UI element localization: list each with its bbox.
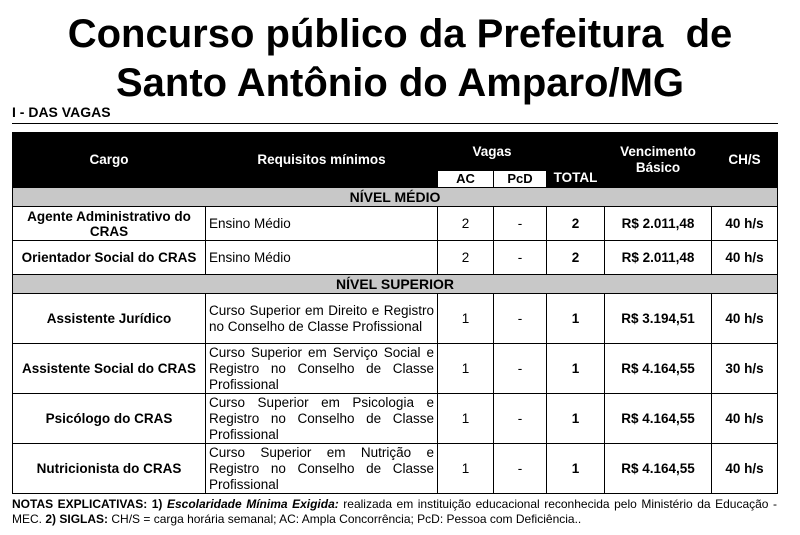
table-row (13, 241, 778, 275)
cell-chs: 40 h/s (712, 207, 778, 241)
cell-total: 2 (547, 241, 605, 275)
cell-total: 2 (547, 207, 605, 241)
header-total: TOTAL (547, 133, 605, 188)
cell-vencimento: R$ 4.164,55 (605, 394, 712, 444)
note-1-number: 1) (151, 497, 163, 511)
cell-pcd: - (494, 394, 547, 444)
cell-cargo: Orientador Social do CRAS (13, 241, 206, 275)
cell-ac: 1 (438, 294, 494, 344)
title-line-2: Santo Antônio do Amparo/MG (115, 61, 685, 105)
cell-ac: 1 (438, 444, 494, 494)
cell-pcd: - (494, 444, 547, 494)
cell-total: 1 (547, 344, 605, 394)
note-2-label: SIGLAS: (59, 512, 109, 526)
cell-requisitos: Curso Superior em Psicologia e Registro no Conselho de Classe Profissional (206, 394, 438, 444)
cell-vencimento: R$ 3.194,51 (605, 294, 712, 344)
cell-requisitos: Curso Superior em Nutrição e Registro no Conselho de Classe Profissional (206, 444, 438, 494)
cell-total: 1 (547, 444, 605, 494)
cell-cargo: Nutricionista do CRAS (13, 444, 206, 494)
cell-vencimento: R$ 2.011,48 (605, 241, 712, 275)
table-row (13, 444, 778, 494)
table-row (13, 344, 778, 394)
cell-total: 1 (547, 294, 605, 344)
header-vencimento: Vencimento Básico (605, 133, 712, 188)
notes-label: NOTAS EXPLICATIVAS: (12, 497, 148, 511)
cell-requisitos: Curso Superior em Serviço Social e Registro no Conselho de Classe Profissional (206, 344, 438, 394)
cell-vencimento: R$ 4.164,55 (605, 344, 712, 394)
cell-ac: 2 (438, 207, 494, 241)
section-heading: I - DAS VAGAS (12, 104, 111, 120)
note-1-label: Escolaridade Mínima Exigida: (166, 497, 339, 511)
cell-ac: 2 (438, 241, 494, 275)
explanatory-notes (12, 497, 777, 527)
header-requisitos: Requisitos mínimos (206, 133, 438, 188)
cell-vencimento: R$ 4.164,55 (605, 444, 712, 494)
level-label: NÍVEL SUPERIOR (13, 275, 778, 294)
title-line-1: Concurso público da Prefeitura de (67, 12, 733, 56)
cell-pcd: - (494, 294, 547, 344)
page-title (0, 10, 800, 108)
cell-pcd: - (494, 241, 547, 275)
table-row (13, 294, 778, 344)
cell-cargo: Psicólogo do CRAS (13, 394, 206, 444)
cell-chs: 40 h/s (712, 394, 778, 444)
cell-chs: 40 h/s (712, 294, 778, 344)
cell-chs: 40 h/s (712, 241, 778, 275)
cell-requisitos: Ensino Médio (206, 241, 438, 275)
note-1-text: realizada em instituição educacional reconhecida pelo Ministério da Educação - MEC. (12, 497, 777, 526)
header-cargo: Cargo (13, 133, 206, 188)
cell-chs: 30 h/s (712, 344, 778, 394)
header-pcd: PcD (494, 171, 547, 188)
cell-chs: 40 h/s (712, 444, 778, 494)
note-2-text: CH/S = carga horária semanal; AC: Ampla Concorrência; PcD: Pessoa com Deficiência.. (111, 512, 582, 526)
cell-cargo: Assistente Jurídico (13, 294, 206, 344)
cell-total: 1 (547, 394, 605, 444)
cell-pcd: - (494, 207, 547, 241)
table-row (13, 207, 778, 241)
cell-pcd: - (494, 344, 547, 394)
cell-ac: 1 (438, 394, 494, 444)
section-divider (12, 123, 778, 124)
vacancies-table (12, 132, 778, 494)
note-2-number: 2) (45, 512, 57, 526)
header-chs: CH/S (712, 133, 778, 188)
cell-cargo: Assistente Social do CRAS (13, 344, 206, 394)
header-ac: AC (438, 171, 494, 188)
header-vagas: Vagas (438, 133, 547, 171)
table-row (13, 394, 778, 444)
level-row-medio (13, 188, 778, 207)
level-label: NÍVEL MÉDIO (13, 188, 778, 207)
level-row-superior (13, 275, 778, 294)
cell-vencimento: R$ 2.011,48 (605, 207, 712, 241)
cell-requisitos: Ensino Médio (206, 207, 438, 241)
cell-cargo: Agente Administrativo do CRAS (13, 207, 206, 241)
cell-ac: 1 (438, 344, 494, 394)
cell-requisitos: Curso Superior em Direito e Registro no Conselho de Classe Profissional (206, 294, 438, 344)
